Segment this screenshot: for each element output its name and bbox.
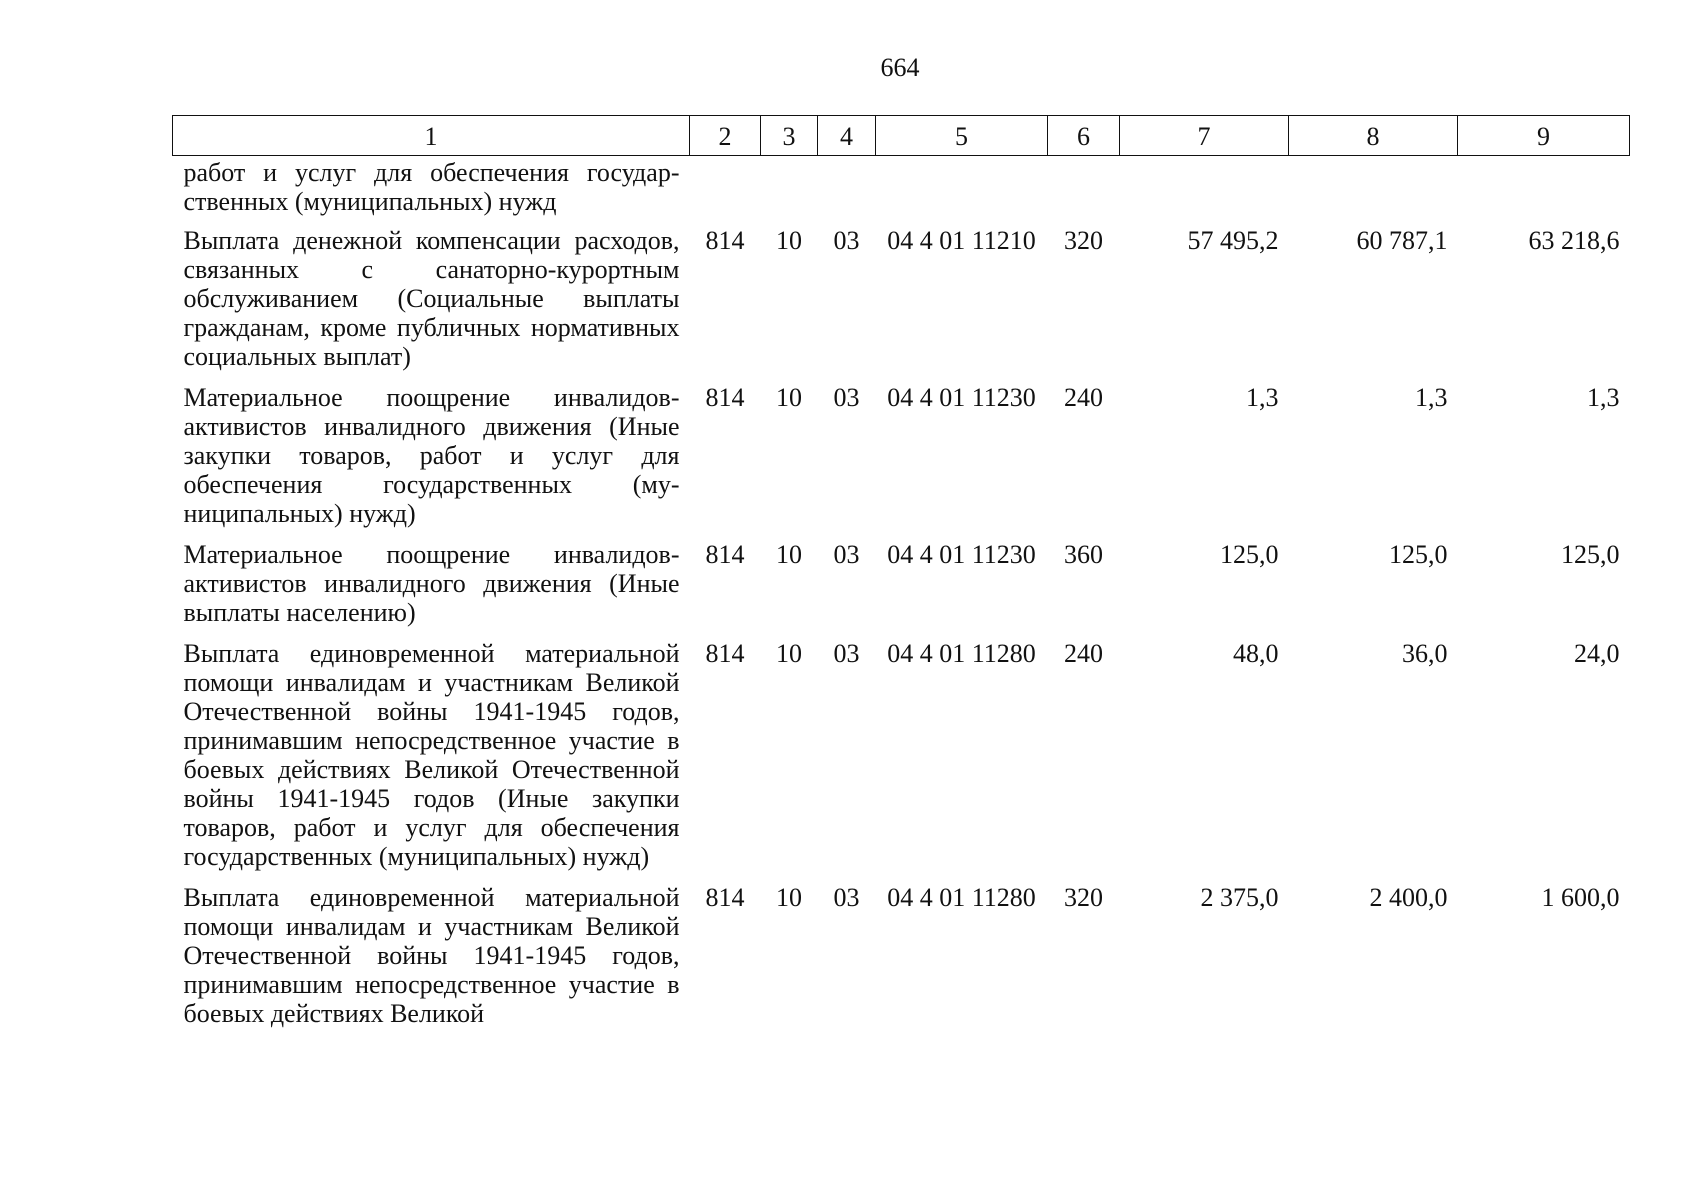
expense-name: Материальное поощрение инвалидов-активистов инвалидного движения (Иные выплаты населению) [183,540,680,627]
column-header-9: 9 [1458,116,1630,156]
column-header-8: 8 [1289,116,1458,156]
table-body [173,156,1630,1041]
column-header-4: 4 [818,116,876,156]
amount-year-3: 1,3 [1587,383,1620,412]
section-code: 10 [776,540,802,569]
amount-year-3: 63 218,6 [1528,226,1620,255]
column-header-2: 2 [690,116,761,156]
target-article-code [876,156,1048,227]
ministry-code: 814 [705,639,745,668]
table-row [173,639,1630,883]
expense-name: Выплата единовременной материальной помощи инвалидам и участникам Великой Отечественной войны 1941-1945 годов, принимавшим непосредственное участие в боевых действиях Великой [183,883,680,1028]
ministry-code [690,156,761,227]
column-header-5: 5 [876,116,1048,156]
amount-year-3: 24,0 [1574,639,1620,668]
table-row [173,383,1630,540]
amount-year-2: 1,3 [1415,383,1448,412]
amount-year-1: 125,0 [1220,540,1279,569]
amount-year-1: 2 375,0 [1200,883,1279,912]
target-article-code: 04 4 01 11280 [887,639,1036,668]
amount-year-1 [1120,156,1289,227]
subsection-code: 03 [833,883,860,912]
amount-year-1: 48,0 [1233,639,1279,668]
page-number: 664 [880,53,920,82]
amount-year-2: 125,0 [1389,540,1448,569]
target-article-code: 04 4 01 11210 [887,226,1036,255]
amount-year-2: 2 400,0 [1369,883,1448,912]
subsection-code: 03 [833,383,860,412]
subsection-code [818,156,876,227]
section-code: 10 [776,226,802,255]
ministry-code: 814 [705,540,745,569]
column-number-row [173,116,1630,156]
section-code: 10 [776,883,802,912]
subsection-code: 03 [833,540,860,569]
column-header-3: 3 [761,116,818,156]
section-code [761,156,818,227]
amount-year-3 [1458,156,1630,227]
column-header-1: 1 [173,116,690,156]
ministry-code: 814 [705,883,745,912]
target-article-code: 04 4 01 11230 [887,540,1036,569]
ministry-code: 814 [705,383,745,412]
expense-type-code: 240 [1064,383,1103,412]
section-code: 10 [776,383,802,412]
expense-type-code: 360 [1064,540,1103,569]
subsection-code: 03 [833,226,860,255]
column-header-6: 6 [1048,116,1120,156]
subsection-code: 03 [833,639,860,668]
section-code: 10 [776,639,802,668]
expense-name: работ и услуг для обеспечения государственных (муниципальных) нужд [183,158,680,216]
expense-type-code: 320 [1064,226,1103,255]
ministry-code: 814 [705,226,745,255]
budget-table [172,115,1630,1040]
expense-type-code: 320 [1064,883,1103,912]
expense-name: Выплата денежной компенсации расходов, связанных с санаторно-курортным обслуживанием (Социальные выплаты гражданам, кроме публичных нормативных социальных выплат) [183,226,680,371]
expense-type-code [1048,156,1120,227]
amount-year-1: 57 495,2 [1187,226,1279,255]
table-row [173,540,1630,639]
column-header-7: 7 [1120,116,1289,156]
table-row [173,883,1630,1040]
amount-year-1: 1,3 [1246,383,1279,412]
amount-year-2: 36,0 [1402,639,1448,668]
table-row [173,156,1630,227]
table-row [173,226,1630,383]
amount-year-3: 1 600,0 [1541,883,1620,912]
expense-name: Выплата единовременной материальной помощи инвалидам и участникам Великой Отечественной войны 1941-1945 годов, принимавшим непосредственное участие в боевых действиях Великой Отечественной войны 1941-1945 годов (Иные закупки товаров, работ и услуг для обеспечения государственных (муниципальных) нужд) [183,639,680,871]
table-header [173,116,1630,156]
amount-year-2 [1289,156,1458,227]
amount-year-2: 60 787,1 [1356,226,1448,255]
target-article-code: 04 4 01 11280 [887,883,1036,912]
amount-year-3: 125,0 [1561,540,1620,569]
expense-type-code: 240 [1064,639,1103,668]
expense-name: Материальное поощрение инвалидов-активистов инвалидного движения (Иные закупки товаров, работ и услуг для обеспечения государственных (муниципальных) нужд) [183,383,680,528]
target-article-code: 04 4 01 11230 [887,383,1036,412]
